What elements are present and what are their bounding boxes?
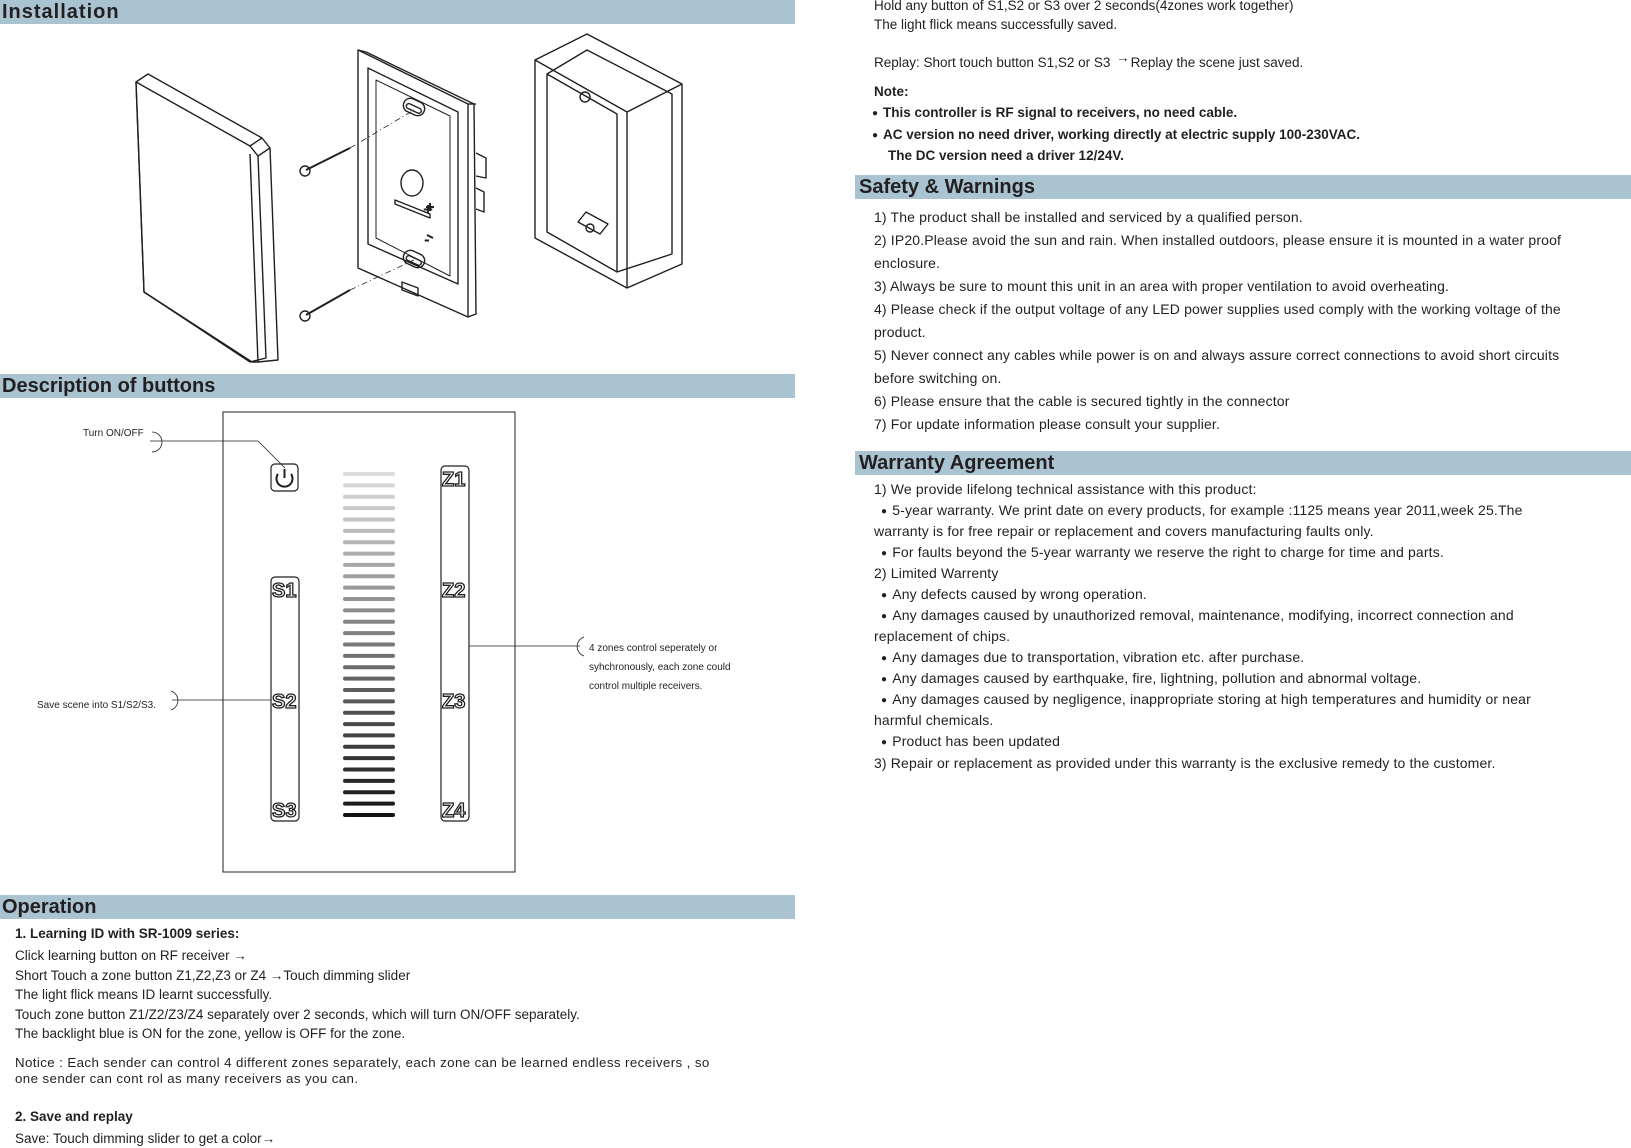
safety-line-10: 7) For update information please consult your supplier. bbox=[874, 416, 1220, 432]
learn-line-2: Short Touch a zone button Z1,Z2,Z3 or Z4 →Touch dimming slider bbox=[15, 968, 411, 983]
safety-heading: Safety & Warnings bbox=[855, 175, 1631, 199]
learn-line-4: Touch zone button Z1/Z2/Z3/Z4 separately over 2 seconds, which will turn ON/OFF separately. bbox=[15, 1007, 580, 1022]
notice-line-1: Notice : Each sender can control 4 different zones separately, each zone can be learned endless receivers , so bbox=[15, 1055, 710, 1070]
save-flick-line: The light flick means successfully saved. bbox=[874, 17, 1118, 32]
note-line-2 bbox=[872, 127, 1360, 145]
zone-label-z3: Z3 bbox=[442, 691, 466, 713]
safety-line-6: product. bbox=[874, 324, 926, 340]
replay-result: Replay the scene just saved. bbox=[1130, 55, 1304, 70]
safety-line-4: 3) Always be sure to mount this unit in an area with proper ventilation to avoid overheating. bbox=[874, 278, 1450, 294]
warranty-line-1: 1) We provide lifelong technical assistance with this product: bbox=[874, 481, 1257, 497]
safety-line-7: 5) Never connect any cables while power is on and always assure correct connections to avoid short circuits bbox=[874, 347, 1560, 363]
learn-line-5: The backlight blue is ON for the zone, yellow is OFF for the zone. bbox=[15, 1026, 406, 1041]
save-heading: 2. Save and replay bbox=[15, 1109, 133, 1124]
safety-line-3: enclosure. bbox=[874, 255, 941, 271]
replay-text: Replay: Short touch button S1,S2 or S3 bbox=[874, 55, 1111, 70]
safety-line-5: 4) Please check if the output voltage of any LED power supplies used comply with the working voltage of the bbox=[874, 301, 1561, 317]
notice-line-2: one sender can cont rol as many receivers as you can. bbox=[15, 1071, 359, 1086]
warranty-line-6: ● Any defects caused by wrong operation. bbox=[881, 586, 1147, 605]
replay-line bbox=[874, 50, 1304, 71]
note-heading: Note: bbox=[874, 84, 909, 99]
learn-line-3: The light flick means ID learnt successfully. bbox=[15, 987, 273, 1002]
zone-label-z2: Z2 bbox=[442, 580, 466, 602]
warranty-line-12: harmful chemicals. bbox=[874, 712, 994, 728]
warranty-line-10: ● Any damages caused by earthquake, fire, lightning, pollution and abnormal voltage. bbox=[881, 670, 1421, 689]
callout-save-scene: Save scene into S1/S2/S3. bbox=[37, 700, 156, 711]
replay-arrow: → bbox=[1116, 50, 1130, 65]
frame-minus-mark: - bbox=[424, 230, 430, 249]
installation-heading: Installation bbox=[0, 0, 795, 24]
warranty-line-11: ● Any damages caused by negligence, inappropriate storing at high temperatures and humidity or near bbox=[881, 691, 1531, 710]
safety-line-8: before switching on. bbox=[874, 370, 1002, 386]
safety-line-9: 6) Please ensure that the cable is secured tightly in the connector bbox=[874, 393, 1290, 409]
installation-illustration bbox=[0, 28, 795, 368]
save-hold-line: Hold any button of S1,S2 or S3 over 2 seconds(4zones work together) bbox=[874, 0, 1294, 13]
callout-zones-line-3: control multiple receivers. bbox=[589, 681, 703, 692]
learn-line-1: Click learning button on RF receiver → bbox=[15, 948, 247, 963]
zone-label-z4: Z4 bbox=[442, 800, 466, 822]
buttons-heading: Description of buttons bbox=[0, 374, 795, 398]
warranty-line-3: warranty is for free repair or replacement and covers manufacturing faults only. bbox=[874, 523, 1374, 539]
warranty-line-4: ● For faults beyond the 5-year warranty we reserve the right to charge for time and parts. bbox=[881, 544, 1444, 563]
note-line-2-text: ● AC version no need driver, working directly at electric supply 100-230VAC. bbox=[872, 127, 1360, 142]
warranty-line-9: ● Any damages due to transportation, vibration etc. after purchase. bbox=[881, 649, 1304, 668]
save-line: Save: Touch dimming slider to get a color→ bbox=[15, 1131, 276, 1146]
operation-heading: Operation bbox=[0, 895, 795, 919]
warranty-line-7: ● Any damages caused by unauthorized removal, maintenance, modifying, incorrect connection and bbox=[881, 607, 1514, 626]
warranty-line-2: ● 5-year warranty. We print date on every products, for example :1125 means year 2011,week 25.The bbox=[881, 502, 1523, 521]
warranty-line-13: ● Product has been updated bbox=[881, 733, 1060, 752]
safety-line-2: 2) IP20.Please avoid the sun and rain. When installed outdoors, please ensure it is mounted in a water proof bbox=[874, 232, 1562, 248]
warranty-line-5: 2) Limited Warrenty bbox=[874, 565, 999, 581]
callout-turn-on-off: Turn ON/OFF bbox=[83, 428, 144, 439]
warranty-heading: Warranty Agreement bbox=[855, 451, 1631, 475]
scene-label-s3: S3 bbox=[272, 800, 297, 822]
scene-label-s1: S1 bbox=[272, 580, 297, 602]
learn-heading: 1. Learning ID with SR-1009 series: bbox=[15, 926, 240, 941]
frame-plus-mark: + bbox=[423, 200, 433, 219]
safety-line-1: 1) The product shall be installed and serviced by a qualified person. bbox=[874, 209, 1303, 225]
warranty-line-14: 3) Repair or replacement as provided under this warranty is the exclusive remedy to the customer. bbox=[874, 755, 1496, 771]
zone-label-z1: Z1 bbox=[442, 469, 466, 491]
scene-label-s2: S2 bbox=[272, 691, 297, 713]
warranty-line-8: replacement of chips. bbox=[874, 628, 1011, 644]
zone-buttons-column bbox=[441, 466, 469, 821]
note-line-3: The DC version need a driver 12/24V. bbox=[888, 148, 1124, 163]
callout-zones-line-1: 4 zones control seperately or bbox=[589, 643, 718, 654]
callout-zones-line-2: syhchronously, each zone could bbox=[589, 662, 731, 673]
note-line-1: ● This controller is RF signal to receivers, no need cable. bbox=[872, 105, 1237, 123]
dimming-slider bbox=[345, 474, 393, 815]
